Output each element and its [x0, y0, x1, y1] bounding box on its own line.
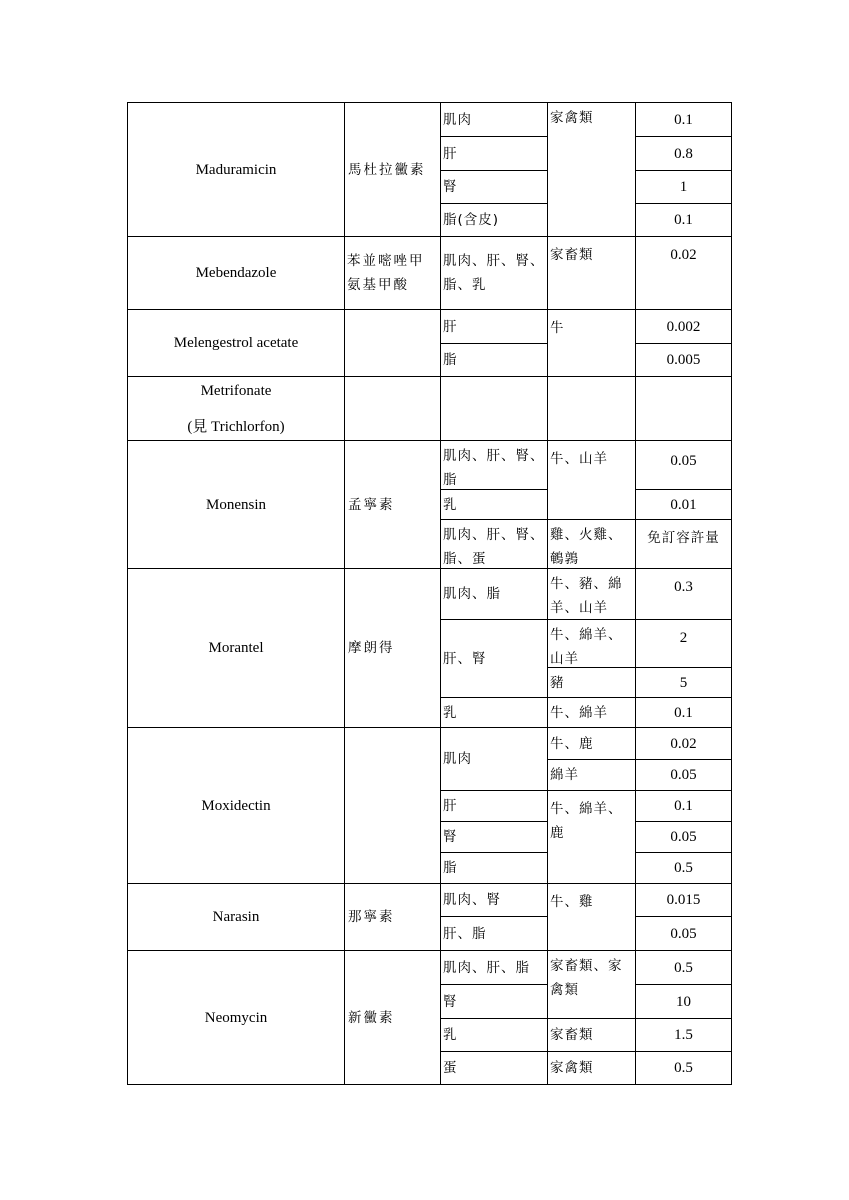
drug-name-cell	[127, 727, 345, 884]
mrl-value-cell: 0.01	[635, 489, 732, 520]
drug-name: Maduramicin	[195, 161, 277, 178]
drug-name-cell	[127, 568, 345, 728]
tissue-cell: 腎	[440, 984, 548, 1019]
drug-chinese-cell	[344, 102, 441, 237]
mrl-value-cell: 0.05	[635, 440, 732, 490]
tissue-cell: 肝、脂	[440, 916, 548, 951]
drug-name-cell	[127, 440, 345, 569]
species-cell: 牛、豬、綿羊、山羊	[547, 568, 636, 620]
species-cell: 牛、綿羊	[547, 697, 636, 728]
drug-name: Metrifonate	[200, 382, 272, 399]
mrl-value-cell: 免訂容許量	[635, 519, 732, 569]
mrl-value-cell: 0.02	[635, 236, 732, 310]
tissue-cell: 肌肉	[440, 727, 548, 791]
tissue-cell: 乳	[440, 489, 548, 520]
tissue-cell: 肌肉、腎	[440, 883, 548, 917]
species-cell: 家禽類	[547, 1051, 636, 1085]
mrl-value-cell: 0.8	[635, 136, 732, 171]
tissue-cell: 肝	[440, 790, 548, 822]
mrl-value-cell: 0.05	[635, 916, 732, 951]
tissue-cell: 肝、腎	[440, 619, 548, 698]
tissue-cell: 肌肉、肝、腎、脂	[440, 440, 548, 490]
drug-name: Morantel	[208, 640, 264, 656]
mrl-value-cell: 0.3	[635, 568, 732, 620]
drug-chinese-cell	[344, 950, 441, 1085]
drug-chinese-cell	[344, 568, 441, 728]
drug-name: Mebendazole	[195, 265, 277, 281]
drug-chinese-cell	[344, 440, 441, 569]
drug-chinese-name: 那寧素	[348, 909, 395, 925]
drug-name-cell	[127, 950, 345, 1085]
mrl-value-cell: 10	[635, 984, 732, 1019]
mrl-value-cell: 1.5	[635, 1018, 732, 1052]
drug-chinese-name: 孟寧素	[348, 496, 395, 513]
empty-cell	[344, 376, 441, 441]
empty-cell	[635, 376, 732, 441]
mrl-value-cell: 2	[635, 619, 732, 668]
tissue-cell: 脂	[440, 343, 548, 377]
species-cell: 牛、綿羊、鹿	[547, 790, 636, 884]
species-cell: 牛、山羊	[547, 440, 636, 520]
tissue-cell: 肌肉、肝、脂	[440, 950, 548, 985]
mrl-value-cell: 5	[635, 667, 732, 698]
drug-cross-reference: (見 Trichlorfon)	[187, 418, 285, 435]
empty-cell	[440, 376, 548, 441]
drug-chinese-cell	[344, 883, 441, 951]
tissue-cell: 乳	[440, 1018, 548, 1052]
mrl-value-cell: 0.005	[635, 343, 732, 377]
drug-name: Monensin	[206, 496, 266, 513]
species-cell: 雞、火雞、鵪鶉	[547, 519, 636, 569]
tissue-cell: 乳	[440, 697, 548, 728]
drug-name: Melengestrol acetate	[173, 335, 299, 351]
drug-chinese-name: 摩朗得	[348, 640, 395, 656]
drug-chinese-cell	[344, 309, 441, 377]
drug-name-cell	[127, 236, 345, 310]
mrl-value-cell: 0.002	[635, 309, 732, 344]
mrl-value-cell: 0.5	[635, 852, 732, 884]
species-cell: 綿羊	[547, 759, 636, 791]
mrl-value-cell: 0.1	[635, 790, 732, 822]
tissue-cell: 肌肉	[440, 102, 548, 137]
tissue-cell: 肌肉、肝、腎、脂、蛋	[440, 519, 548, 569]
drug-chinese-name: 新黴素	[348, 1009, 395, 1026]
species-cell: 牛	[547, 309, 636, 377]
mrl-value-cell: 0.05	[635, 759, 732, 791]
drug-chinese-cell: 苯並嘧唑甲氨基甲酸	[344, 236, 441, 310]
tissue-cell: 脂(含皮)	[440, 203, 548, 237]
mrl-value-cell: 0.1	[635, 697, 732, 728]
drug-name-cell	[127, 883, 345, 951]
species-cell: 牛、雞	[547, 883, 636, 951]
species-cell: 豬	[547, 667, 636, 698]
tissue-cell: 肝	[440, 136, 548, 171]
drug-chinese-name: 馬杜拉黴素	[348, 161, 426, 178]
drug-name: Neomycin	[204, 1009, 268, 1026]
mrl-value-cell: 0.1	[635, 203, 732, 237]
mrl-value-cell: 0.5	[635, 1051, 732, 1085]
tissue-cell: 腎	[440, 821, 548, 853]
tissue-cell: 肝	[440, 309, 548, 344]
mrl-value-cell: 0.1	[635, 102, 732, 137]
tissue-cell: 脂	[440, 852, 548, 884]
species-cell: 家禽類	[547, 102, 636, 237]
drug-name: Narasin	[212, 909, 260, 925]
species-cell: 家畜類	[547, 236, 636, 310]
drug-chinese-cell	[344, 727, 441, 884]
species-cell: 牛、鹿	[547, 727, 636, 760]
species-cell: 家畜類、家禽類	[547, 950, 636, 1019]
empty-cell	[547, 376, 636, 441]
drug-name-cell	[127, 102, 345, 237]
mrl-value-cell: 0.5	[635, 950, 732, 985]
species-cell: 家畜類	[547, 1018, 636, 1052]
mrl-value-cell: 0.05	[635, 821, 732, 853]
drug-name: Moxidectin	[201, 797, 271, 814]
mrl-value-cell: 0.02	[635, 727, 732, 760]
mrl-value-cell: 1	[635, 170, 732, 204]
tissue-cell: 腎	[440, 170, 548, 204]
mrl-value-cell: 0.015	[635, 883, 732, 917]
species-cell: 牛、綿羊、山羊	[547, 619, 636, 668]
tissue-cell: 肌肉、肝、腎、脂、乳	[440, 236, 548, 310]
tissue-cell: 蛋	[440, 1051, 548, 1085]
tissue-cell: 肌肉、脂	[440, 568, 548, 620]
drug-name-cell	[127, 309, 345, 377]
drug-name-cell	[127, 376, 345, 441]
